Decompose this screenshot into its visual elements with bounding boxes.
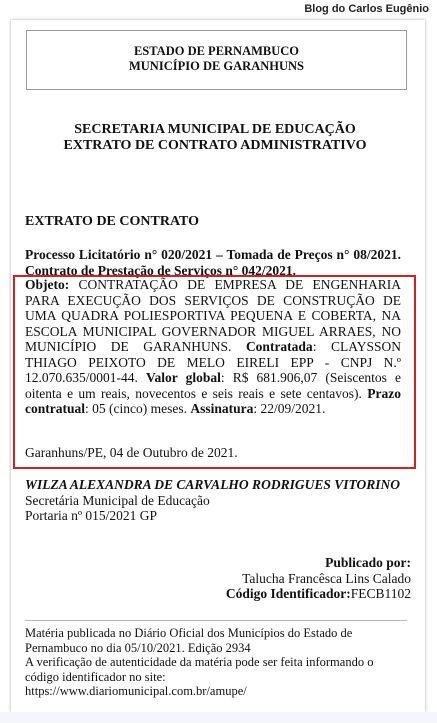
signer-block xyxy=(25,477,401,524)
objeto-text: CONTRATAÇÃO DE EMPRESA DE ENGENHARIA PARA EXECUÇÃO DOS SERVIÇOS DE CONSTRUÇÃO DE UMA QUADRA POLIESPORTIVA PEQUENA E COBERTA, NA ESCOLA MUNICIPAL GOVERNADOR MIGUEL ARRAES, NO MUNICÍPIO DE GARANHUNS. xyxy=(25,277,401,354)
blog-watermark: Blog do Carlos Eugênio xyxy=(304,3,429,15)
date-line: Garanhuns/PE, 04 de Outubro de 2021. xyxy=(25,445,238,460)
code-value: FECB1102 xyxy=(350,586,411,601)
objeto-label: Objeto: xyxy=(25,277,70,292)
contratada-label: Contratada xyxy=(245,339,313,354)
state-name: ESTADO DE PERNAMBUCO xyxy=(133,44,300,58)
prazo-label: Prazo contratual xyxy=(25,385,401,416)
secretaria-name: SECRETARIA MUNICIPAL DE EDUCAÇÃO xyxy=(74,122,356,137)
valor-label: Valor global xyxy=(145,370,221,385)
publication-block xyxy=(226,555,411,602)
processo-paragraph: Processo Licitatório n° 020/2021 – Tomada de Preços n° 08/2021. Contrato de Prestação de Serviços n° 042/2021. xyxy=(25,247,401,278)
municipality-name: MUNICÍPIO DE GARANHUNS xyxy=(128,59,304,73)
signer-portaria: Portaria nº 015/2021 GP xyxy=(25,508,158,523)
assinatura-text: : 22/09/2021. xyxy=(253,401,326,416)
footer-url-link[interactable]: https://www.diariomunicipal.com.br/amupe/ xyxy=(25,684,247,698)
document-type: EXTRATO DE CONTRATO ADMINISTRATIVO xyxy=(63,138,367,153)
state-header-box xyxy=(26,30,407,90)
prazo-text: : 05 (cinco) meses. xyxy=(85,401,191,416)
extrato-heading: EXTRATO DE CONTRATO xyxy=(25,214,199,229)
footer-publication-info: Matéria publicada no Diário Oficial dos Municípios do Estado de Pernambuco no dia 05/10/2021. Edição 2934 xyxy=(25,626,353,655)
document-page xyxy=(11,20,425,712)
code-label: Código Identificador: xyxy=(225,586,351,601)
publisher-name: Talucha Francêsca Lins Calado xyxy=(242,570,411,586)
footer-divider xyxy=(25,620,407,621)
footer-note xyxy=(25,626,405,699)
valor-text: : R$ 681.906,07 (Seiscentos e oitenta e um reais, novecentos e seis reais e sete centavos). xyxy=(25,370,401,401)
published-by-label: Publicado por: xyxy=(325,555,411,570)
contratada-text: : CLAYSSON THIAGO PEIXOTO DE MELO EIRELI EPP - CNPJ N.º 12.070.635/0001-44. xyxy=(25,339,401,385)
assinatura-label: Assinatura xyxy=(190,401,254,416)
objeto-paragraph xyxy=(25,277,401,417)
footer-verification-info: A verificação de autenticidade da matéria pode ser feita informando o código identificador no site: xyxy=(25,655,374,684)
signer-role: Secretária Municipal de Educação xyxy=(25,492,210,508)
signer-name: WILZA ALEXANDRA DE CARVALHO RODRIGUES VITORINO xyxy=(25,477,400,492)
secretaria-title xyxy=(25,122,405,154)
bottom-strip xyxy=(0,712,437,723)
